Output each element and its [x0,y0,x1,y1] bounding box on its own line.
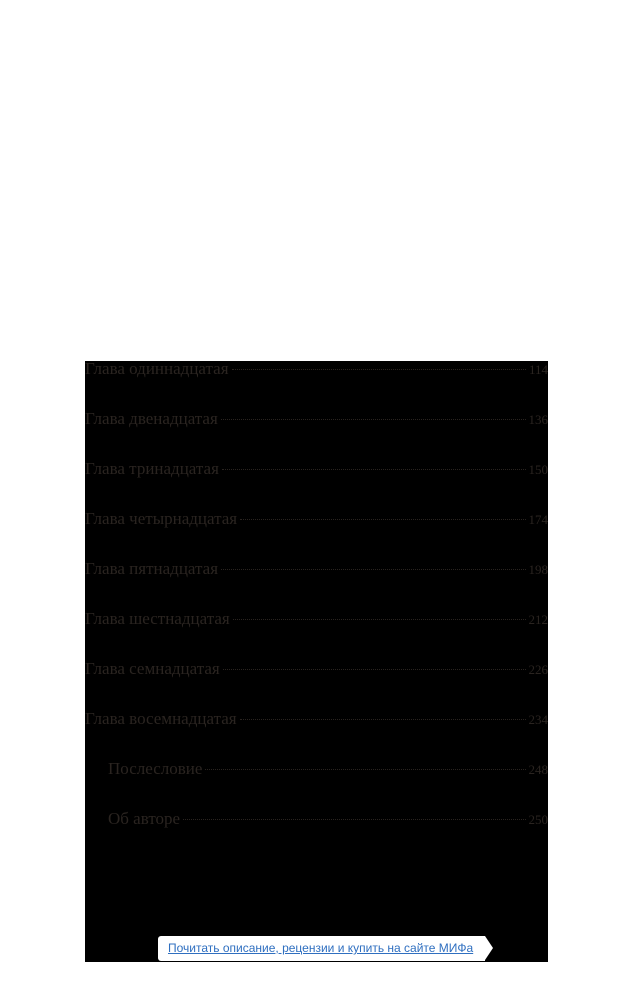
toc-dot-leader [223,668,526,670]
toc-entry-page: 174 [528,512,548,527]
toc-entry [85,358,548,380]
toc-entry-title: Об авторе [108,809,181,828]
toc-entry [85,808,548,830]
toc-entry-page: 198 [528,562,548,577]
toc-entry-page: 150 [528,462,548,477]
toc-entry [85,408,548,430]
toc-entry-title: Глава восемнадцатая [85,709,237,728]
toc-entry-title: Глава семнадцатая [85,659,220,678]
toc-entry-title: Глава шестнадцатая [85,609,230,628]
mif-site-link[interactable] [158,936,485,961]
toc-dot-leader [221,568,525,570]
toc-entry [85,558,548,580]
toc-entry [85,608,548,630]
toc-dot-leader [222,468,526,470]
link-arrow-tab [485,936,493,960]
toc-entry-page: 248 [528,762,548,777]
toc-entry-title: Глава четырнадцатая [85,509,238,528]
toc-dot-leader [205,768,525,770]
toc-entry-page: 250 [528,812,548,827]
toc-dot-leader [232,368,526,370]
mif-site-link-label: Почитать описание, рецензии и купить на сайте МИФа [168,941,474,955]
toc-dot-leader [183,818,525,820]
toc-entry-title: Глава одиннадцатая [85,359,229,378]
toc-page-block [85,361,548,962]
toc-entry-title: Глава тринадцатая [85,459,219,478]
toc-entry-page: 234 [528,712,548,727]
toc-entry-page: 212 [528,612,548,627]
toc-entry-title: Глава пятнадцатая [85,559,219,578]
toc-entry-page: 226 [528,662,548,677]
toc-entry-page: 114 [528,362,548,377]
toc-entry [85,508,548,530]
toc-dot-leader [233,618,526,620]
toc-entry-page: 136 [528,412,548,427]
toc-entry [85,708,548,730]
toc-entry [85,658,548,680]
toc-dot-leader [221,418,526,420]
toc-entry [85,458,548,480]
toc-entry-title: Послесловие [108,759,203,778]
toc-dot-leader [240,518,525,520]
toc-entry-title: Глава двенадцатая [85,409,218,428]
toc-dot-leader [240,718,526,720]
toc-entry [85,758,548,780]
